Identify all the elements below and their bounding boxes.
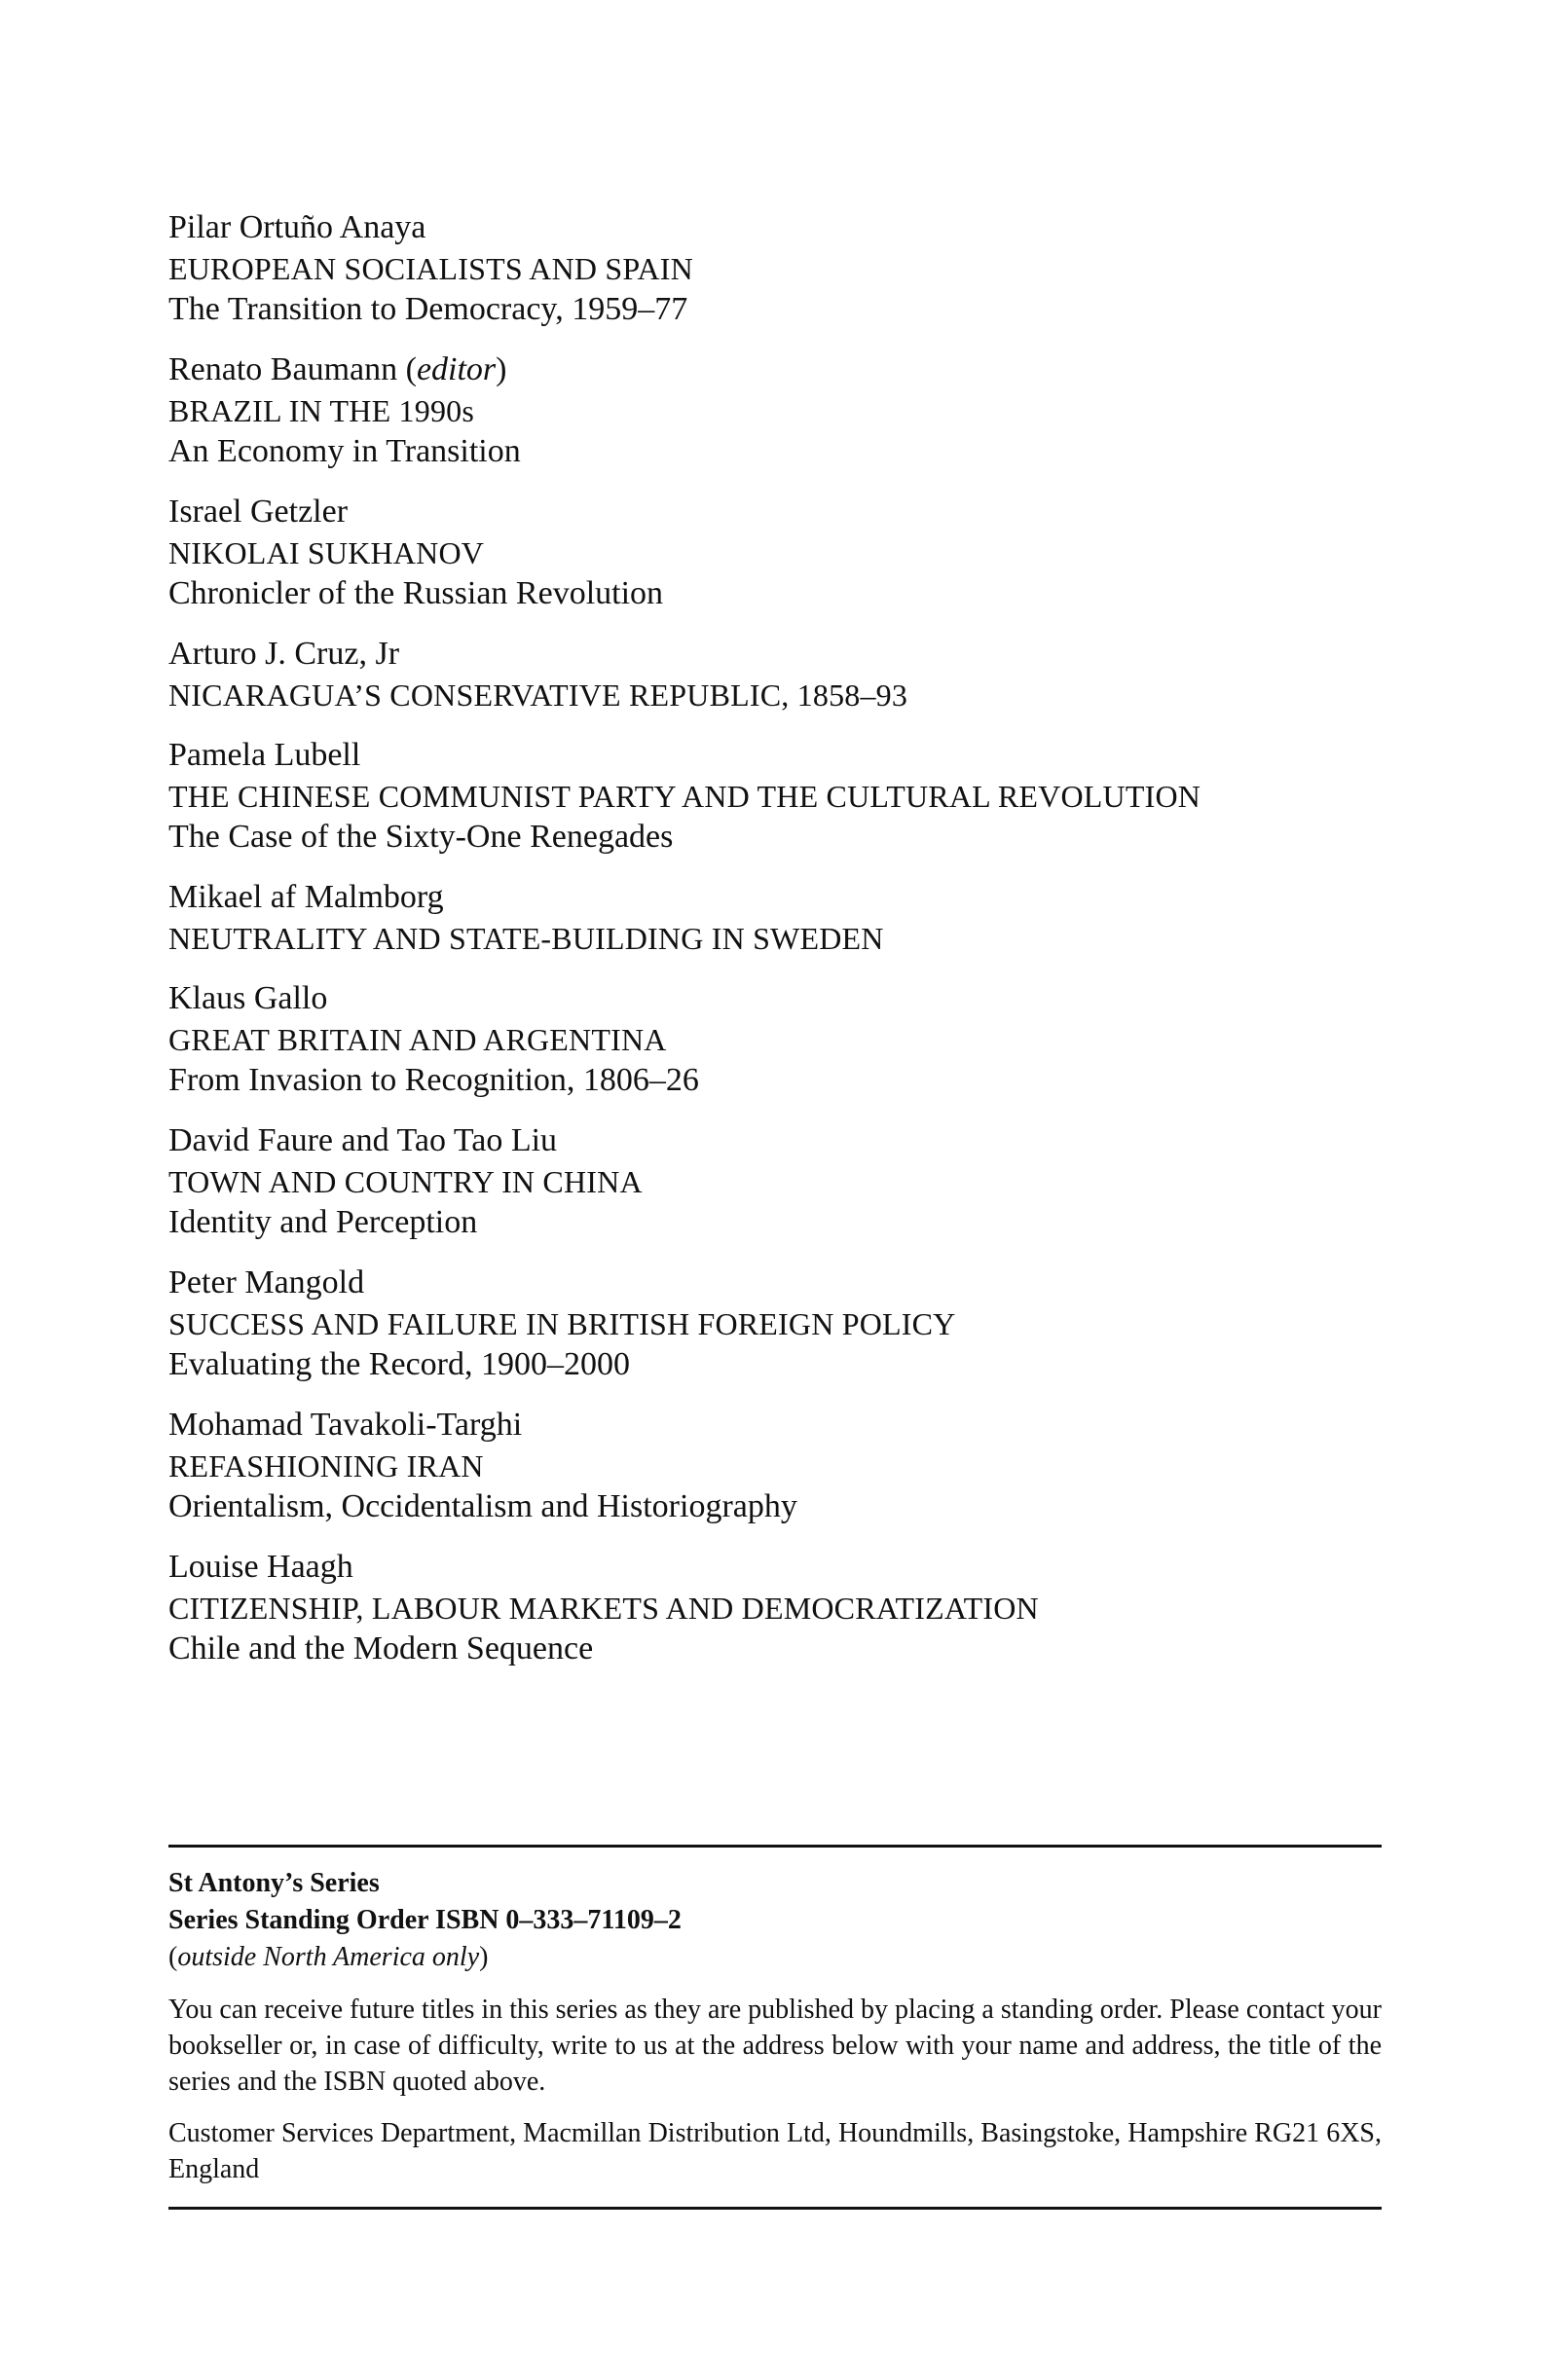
book-entry [168,877,1382,959]
book-title: REFASHIONING IRAN [168,1448,484,1483]
book-subtitle: From Invasion to Recognition, 1806–26 [168,1062,699,1098]
book-subtitle: Chronicler of the Russian Revolution [168,575,664,611]
book-entry [168,1547,1382,1669]
book-author: Pamela Lubell [168,737,361,773]
series-standing-order-isbn: Series Standing Order ISBN 0–333–71109–2 [168,1905,682,1935]
book-entry [168,207,1382,330]
series-standing-order-box [168,1845,1382,2210]
book-subtitle: An Economy in Transition [168,433,521,469]
editor-note: editor [416,351,497,387]
book-title: TOWN AND COUNTRY IN CHINA [168,1164,643,1199]
series-restriction: outside North America only [177,1942,480,1972]
book-title: NEUTRALITY AND STATE-BUILDING IN SWEDEN [168,921,884,956]
series-paragraph: You can receive future titles in this series as they are published by placing a standing order. Please contact your bookseller or, in case of difficulty, write to us at the address below with your name and address, the title of the series and the ISBN quoted above. [168,1995,1382,2097]
book-list [168,207,1382,1689]
book-entry [168,634,1382,715]
book-title: CITIZENSHIP, LABOUR MARKETS AND DEMOCRATIZATION [168,1591,1039,1626]
book-entry [168,735,1382,858]
book-subtitle: The Transition to Democracy, 1959–77 [168,291,688,327]
book-entry [168,1120,1382,1243]
book-author: Renato Baumann [168,351,398,387]
book-title: GREAT BRITAIN AND ARGENTINA [168,1022,667,1057]
book-subtitle: Identity and Perception [168,1204,478,1240]
series-name: St Antony’s Series [168,1868,380,1898]
book-title: EUROPEAN SOCIALISTS AND SPAIN [168,251,693,286]
book-author: Klaus Gallo [168,980,328,1016]
book-entry [168,349,1382,472]
book-title: NICARAGUA’S CONSERVATIVE REPUBLIC, 1858–93 [168,677,908,713]
book-author: Mikael af Malmborg [168,879,444,915]
page [168,0,1382,2380]
book-author: Pilar Ortuño Anaya [168,209,426,245]
book-author: Mohamad Tavakoli-Targhi [168,1407,523,1443]
book-title: BRAZIL IN THE 1990s [168,393,475,428]
book-subtitle: Chile and the Modern Sequence [168,1630,594,1666]
book-entry [168,492,1382,614]
book-entry [168,1405,1382,1527]
book-author: Arturo J. Cruz, Jr [168,636,400,672]
series-restriction-note: (outside North America only) [168,1942,489,1972]
book-author: Israel Getzler [168,494,349,530]
book-title: THE CHINESE COMMUNIST PARTY AND THE CULTURAL REVOLUTION [168,779,1201,814]
series-address: Customer Services Department, Macmillan Distribution Ltd, Houndmills, Basingstoke, Hampshire RG21 6XS, England [168,2118,1382,2184]
book-author: Peter Mangold [168,1264,365,1300]
book-subtitle: Evaluating the Record, 1900–2000 [168,1346,631,1382]
book-entry [168,978,1382,1101]
book-subtitle: Orientalism, Occidentalism and Historiography [168,1488,797,1524]
book-title: NIKOLAI SUKHANOV [168,535,485,570]
book-title: SUCCESS AND FAILURE IN BRITISH FOREIGN POLICY [168,1306,956,1341]
book-entry [168,1263,1382,1385]
book-author-line: Renato Baumann (editor) [168,351,507,387]
book-author: Louise Haagh [168,1549,353,1585]
book-author: David Faure and Tao Tao Liu [168,1122,558,1158]
book-subtitle: The Case of the Sixty-One Renegades [168,819,674,855]
